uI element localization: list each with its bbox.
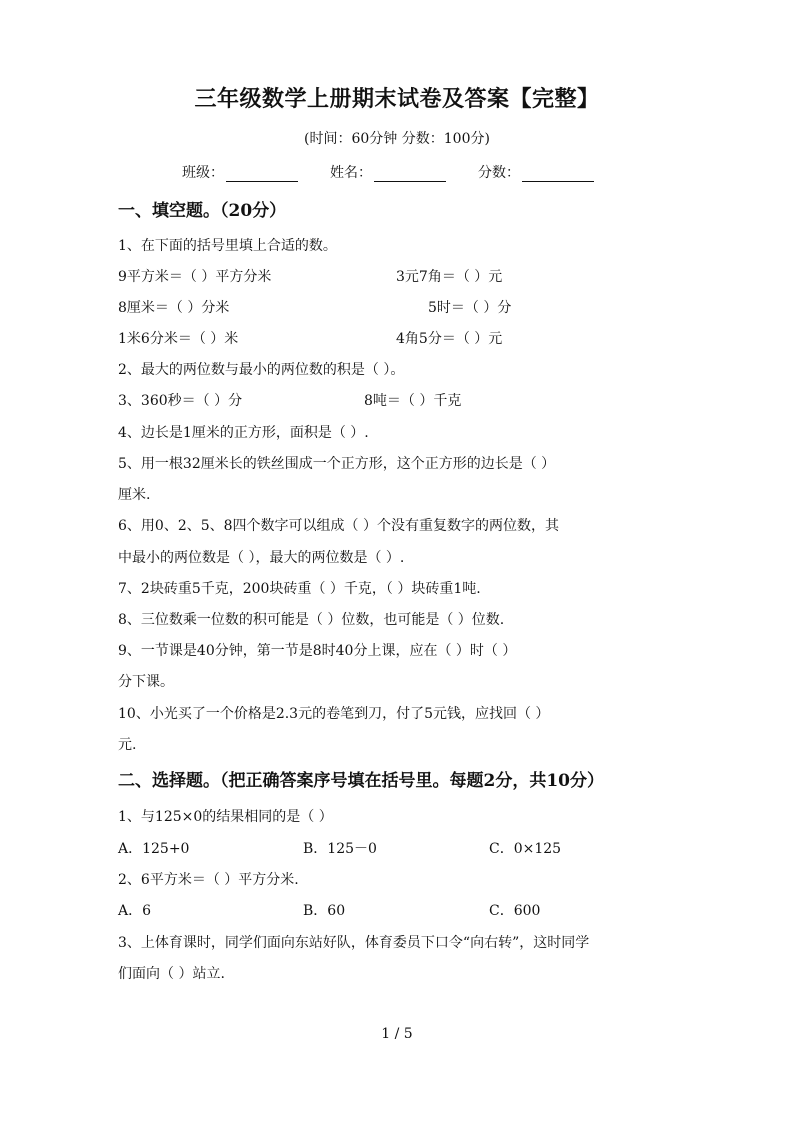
name-blank[interactable] [374, 167, 446, 182]
question-1e: 1米6分米＝（ ）米 [118, 331, 239, 347]
score-blank[interactable] [522, 167, 594, 182]
mc-question-1-option-b: B．125－0 [303, 841, 377, 857]
name-field [330, 162, 446, 182]
question-5-line1: 5、用一根32厘米长的铁丝围成一个正方形，这个正方形的边长是（ ） [118, 456, 556, 472]
question-9-line1: 9、一节课是40分钟，第一节是8时40分上课，应在（ ）时（ ） [118, 643, 517, 659]
score-label: 分数： [478, 165, 520, 181]
section-heading-fill-in: 一、填空题。（20分） [118, 201, 287, 221]
mc-question-1: 1、与125×0的结果相同的是（ ） [118, 809, 333, 825]
class-field [182, 162, 298, 182]
mc-question-2: 2、6平方米＝（ ）平方分米. [118, 872, 299, 888]
class-label: 班级： [182, 165, 224, 181]
student-info-row [182, 162, 626, 182]
question-7: 7、2块砖重5千克，200块砖重（ ）千克，（ ）块砖重1吨. [118, 581, 481, 597]
section-heading-multiple-choice: 二、选择题。（把正确答案序号填在括号里。每题2分，共10分） [118, 771, 604, 791]
question-1c: 8厘米＝（ ）分米 [118, 300, 230, 316]
mc-question-1-option-a: A．125+0 [118, 841, 190, 857]
mc-question-2-option-c: C．600 [489, 903, 541, 919]
question-1b: 3元7角＝（ ）元 [396, 269, 503, 285]
question-6-line2: 中最小的两位数是（ ），最大的两位数是（ ）. [118, 550, 405, 566]
question-5-line2: 厘米. [118, 487, 151, 503]
question-6-line1: 6、用0、2、5、8四个数字可以组成（ ）个没有重复数字的两位数，其 [118, 518, 559, 534]
question-1d: 5时＝（ ）分 [428, 300, 512, 316]
question-3a: 3、360秒＝（ ）分 [118, 393, 243, 409]
page-number: 1 / 5 [381, 1026, 413, 1042]
mc-question-3-line1: 3、上体育课时，同学们面向东站好队，体育委员下口令“向右转”，这时同学 [118, 935, 590, 951]
question-1: 1、在下面的括号里填上合适的数。 [118, 238, 337, 254]
score-field [478, 162, 594, 182]
question-10-line2: 元. [118, 737, 137, 753]
question-10-line1: 10、小光买了一个价格是2.3元的卷笔到刀，付了5元钱，应找回（ ） [118, 706, 550, 722]
mc-question-2-option-a: A．6 [118, 903, 152, 919]
question-3b: 8吨＝（ ）千克 [364, 393, 462, 409]
page-title: 三年级数学上册期末试卷及答案【完整】 [194, 86, 600, 112]
name-label: 姓名： [330, 165, 372, 181]
class-blank[interactable] [226, 167, 298, 182]
question-2: 2、最大的两位数与最小的两位数的积是（ ）。 [118, 362, 405, 378]
mc-question-3-line2: 们面向（ ）站立. [118, 966, 225, 982]
question-4: 4、边长是1厘米的正方形，面积是（ ）. [118, 425, 369, 441]
mc-question-1-option-c: C．0×125 [489, 841, 562, 857]
question-1a: 9平方米＝（ ）平方分米 [118, 269, 272, 285]
question-8: 8、三位数乘一位数的积可能是（ ）位数，也可能是（ ）位数. [118, 612, 505, 628]
exam-time-score: (时间：60分钟 分数：100分) [304, 131, 490, 147]
question-1f: 4角5分＝（ ）元 [396, 331, 503, 347]
mc-question-2-option-b: B．60 [303, 903, 346, 919]
question-9-line2: 分下课。 [118, 674, 174, 690]
